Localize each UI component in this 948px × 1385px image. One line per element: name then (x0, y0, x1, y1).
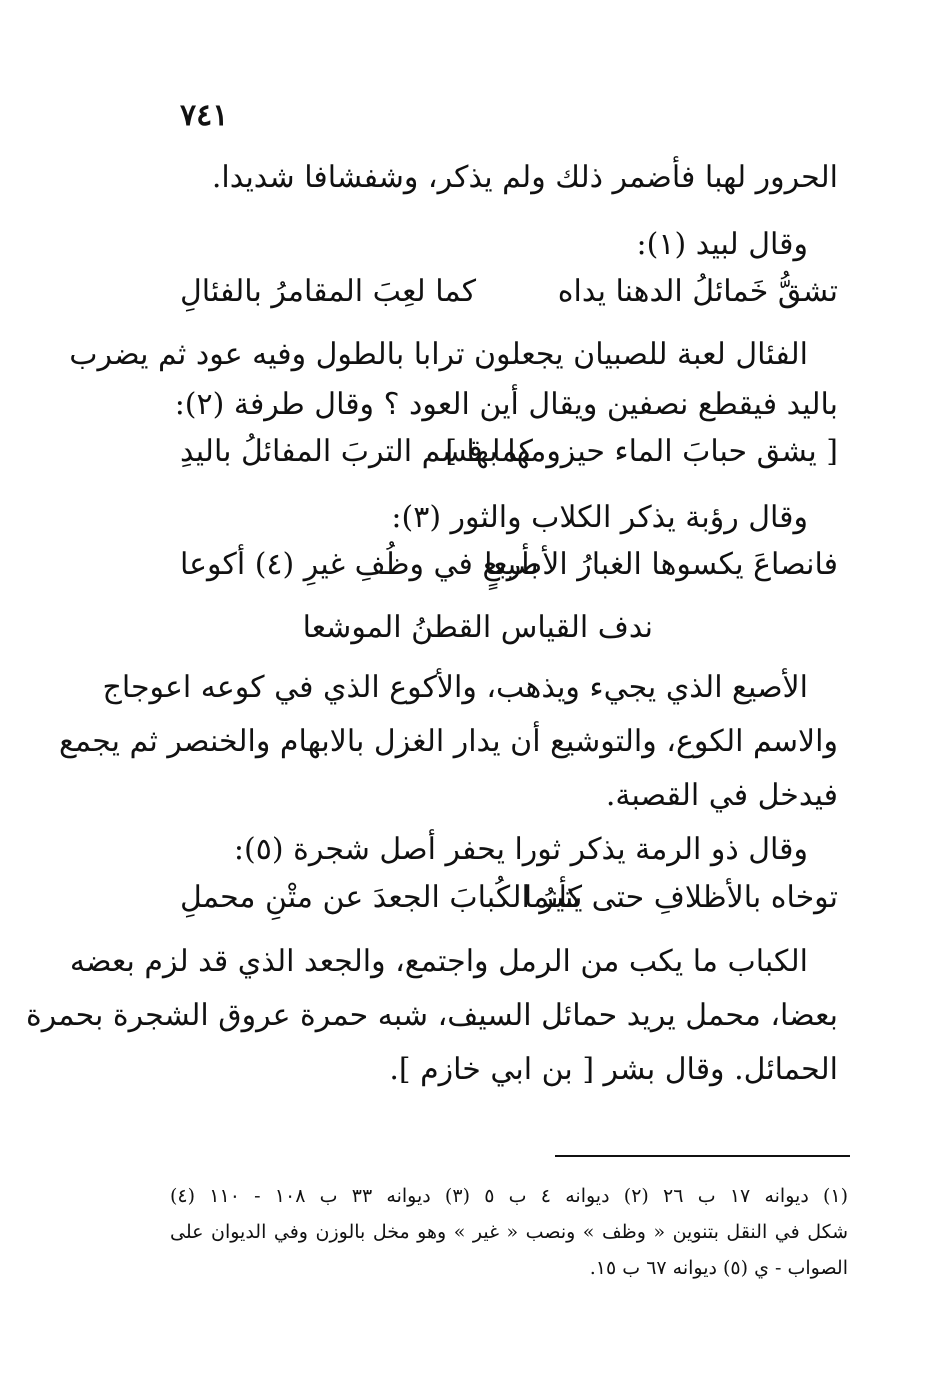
text-line: والاسم الكوع، والتوشيع أن يدار الغزل بالابهام والخنصر ثم يجمع (58, 724, 838, 759)
verse-left-hemistich: كما لعِبَ المقامرُ بالفئالِ (180, 274, 477, 309)
verse-right-hemistich: تشقُّ خَمائلُ الدهنا يداه (557, 274, 838, 309)
text-line: الأصيع الذي يجيء ويذهب، والأكوع الذي في كوعه اعوجاج (102, 670, 808, 705)
verse-left-hemistich: كما قسم التربَ المفائلُ باليدِ (180, 434, 533, 469)
text-line: الحمائل. وقال بشر [ بن ابي خازم ]. (389, 1052, 838, 1087)
text-line: وقال رؤبة يذكر الكلاب والثور (٣): (391, 500, 808, 535)
verse-right-hemistich: توخاه بالأظلافِ حتى كأنما (523, 880, 838, 915)
verse-right-hemistich: فانصاعَ يكسوها الغبارُ الأصيعا (484, 547, 838, 582)
text-line: باليد فيقطع نصفين ويقال أين العود ؟ وقال طرفة (٢): (174, 387, 838, 422)
verse-line: ندف القياس القطنُ الموشعا (302, 610, 653, 645)
text-line: وقال لبيد (١): (636, 227, 808, 262)
verse-left-hemistich: بأربعٍ في وظُفِ غيرِ (٤) أكوعا (180, 547, 539, 582)
footnote-separator (555, 1155, 850, 1157)
footnote-line: شكل في النقل بتنوين « وظف » ونصب « غير » وهو مخل بالوزن وفي الديوان على (170, 1221, 848, 1243)
footnote-line: الصواب - ي (٥) ديوانه ٦٧ ب ١٥. (589, 1257, 848, 1279)
page-number: ٧٤١ (180, 98, 229, 133)
verse-right-hemistich: [ يشق حبابَ الماء حيزومها بها ] (445, 434, 838, 469)
footnote-line: (١) ديوانه ١٧ ب ٢٦ (٢) ديوانه ٤ ب ٥ (٣) ديوانه ٣٣ ب ١٠٨ - ١١٠ (٤) (170, 1185, 849, 1207)
verse-left-hemistich: يثيرُ الكُبابَ الجعدَ عن متْنِ محملِ (180, 880, 583, 915)
text-line: الكباب ما يكب من الرمل واجتمع، والجعد الذي قد لزم بعضه (69, 944, 808, 979)
text-line: بعضا، محمل يريد حمائل السيف، شبه حمرة عروق الشجرة بحمرة (26, 998, 838, 1033)
text-line: فيدخل في القصبة. (605, 778, 838, 813)
text-line: الحرور لهبا فأضمر ذلك ولم يذكر، وشفشافا شديدا. (211, 160, 838, 195)
text-line: وقال ذو الرمة يذكر ثورا يحفر أصل شجرة (٥): (233, 832, 808, 867)
text-line: الفئال لعبة للصبيان يجعلون ترابا بالطول وفيه عود ثم يضرب (69, 337, 808, 372)
